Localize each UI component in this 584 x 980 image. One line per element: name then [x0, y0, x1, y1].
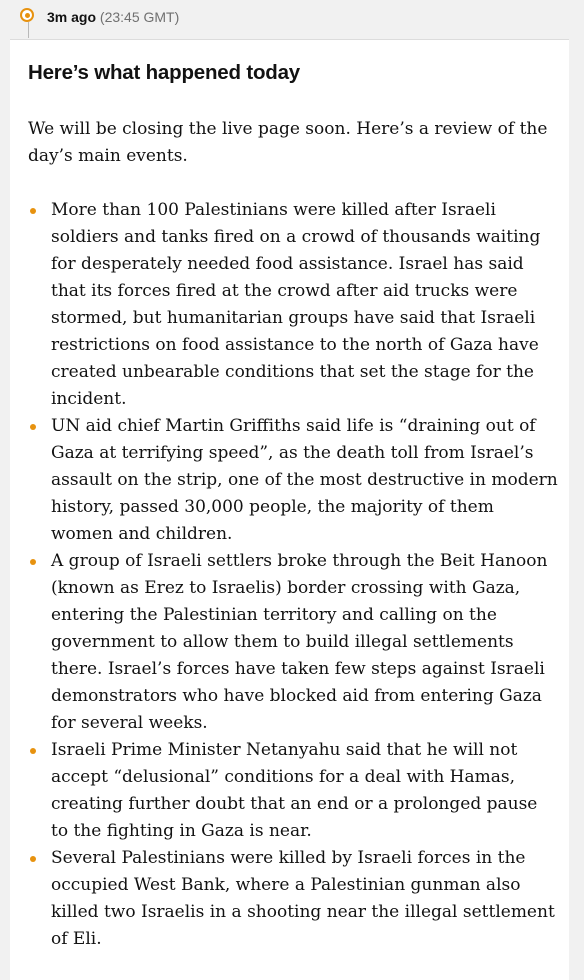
bullet-icon: [30, 748, 36, 754]
bullet-icon: [30, 856, 36, 862]
entry-title: Here’s what happened today: [28, 61, 300, 84]
entry-intro: We will be closing the live page soon. Here’s a review of the day’s main events.: [28, 119, 548, 166]
live-blog-entry: [10, 39, 569, 980]
timestamp[interactable]: [47, 9, 179, 25]
bullet-icon: [30, 208, 36, 214]
time-ago: 3m ago: [47, 9, 97, 25]
list-item: [28, 548, 558, 737]
list-item: [28, 737, 558, 845]
list-item: [28, 197, 558, 413]
event-text: Israeli Prime Minister Netanyahu said that he will not accept “delusional” conditions for a deal with Hamas, creating further doubt that an end or a prolonged pause to the fighting in Gaza is near.: [51, 740, 538, 841]
bullet-icon: [30, 559, 36, 565]
events-list: [28, 197, 558, 953]
timeline-line: [28, 22, 29, 38]
time-gmt: (23:45 GMT): [99, 9, 180, 25]
event-text: Several Palestinians were killed by Israeli forces in the occupied West Bank, where a Palestinian gunman also killed two Israelis in a shooting near the illegal settlement of Eli.: [51, 848, 555, 949]
entry-timestamp-bar: [0, 0, 584, 40]
timeline-pin-icon: [20, 8, 34, 22]
list-item: [28, 845, 558, 953]
event-text: UN aid chief Martin Griffiths said life is “draining out of Gaza at terrifying speed”, as the death toll from Israel’s assault on the strip, one of the most destructive in modern history, passed 30,000 people, the majority of them women and children.: [51, 416, 558, 544]
list-item: [28, 413, 558, 548]
bullet-icon: [30, 424, 36, 430]
event-text: A group of Israeli settlers broke through the Beit Hanoon (known as Erez to Israelis) border crossing with Gaza, entering the Palestinian territory and calling on the government to allow them to build illegal settlements there. Israel’s forces have taken few steps against Israeli demonstrators who have blocked aid from entering Gaza for several weeks.: [51, 551, 548, 733]
event-text: More than 100 Palestinians were killed after Israeli soldiers and tanks fired on a crowd of thousands waiting for desperately needed food assistance. Israel has said that its forces fired at the crowd after aid trucks were stormed, but humanitarian groups have said that Israeli restrictions on food assistance to the north of Gaza have created unbearable conditions that set the stage for the incident.: [51, 200, 541, 409]
